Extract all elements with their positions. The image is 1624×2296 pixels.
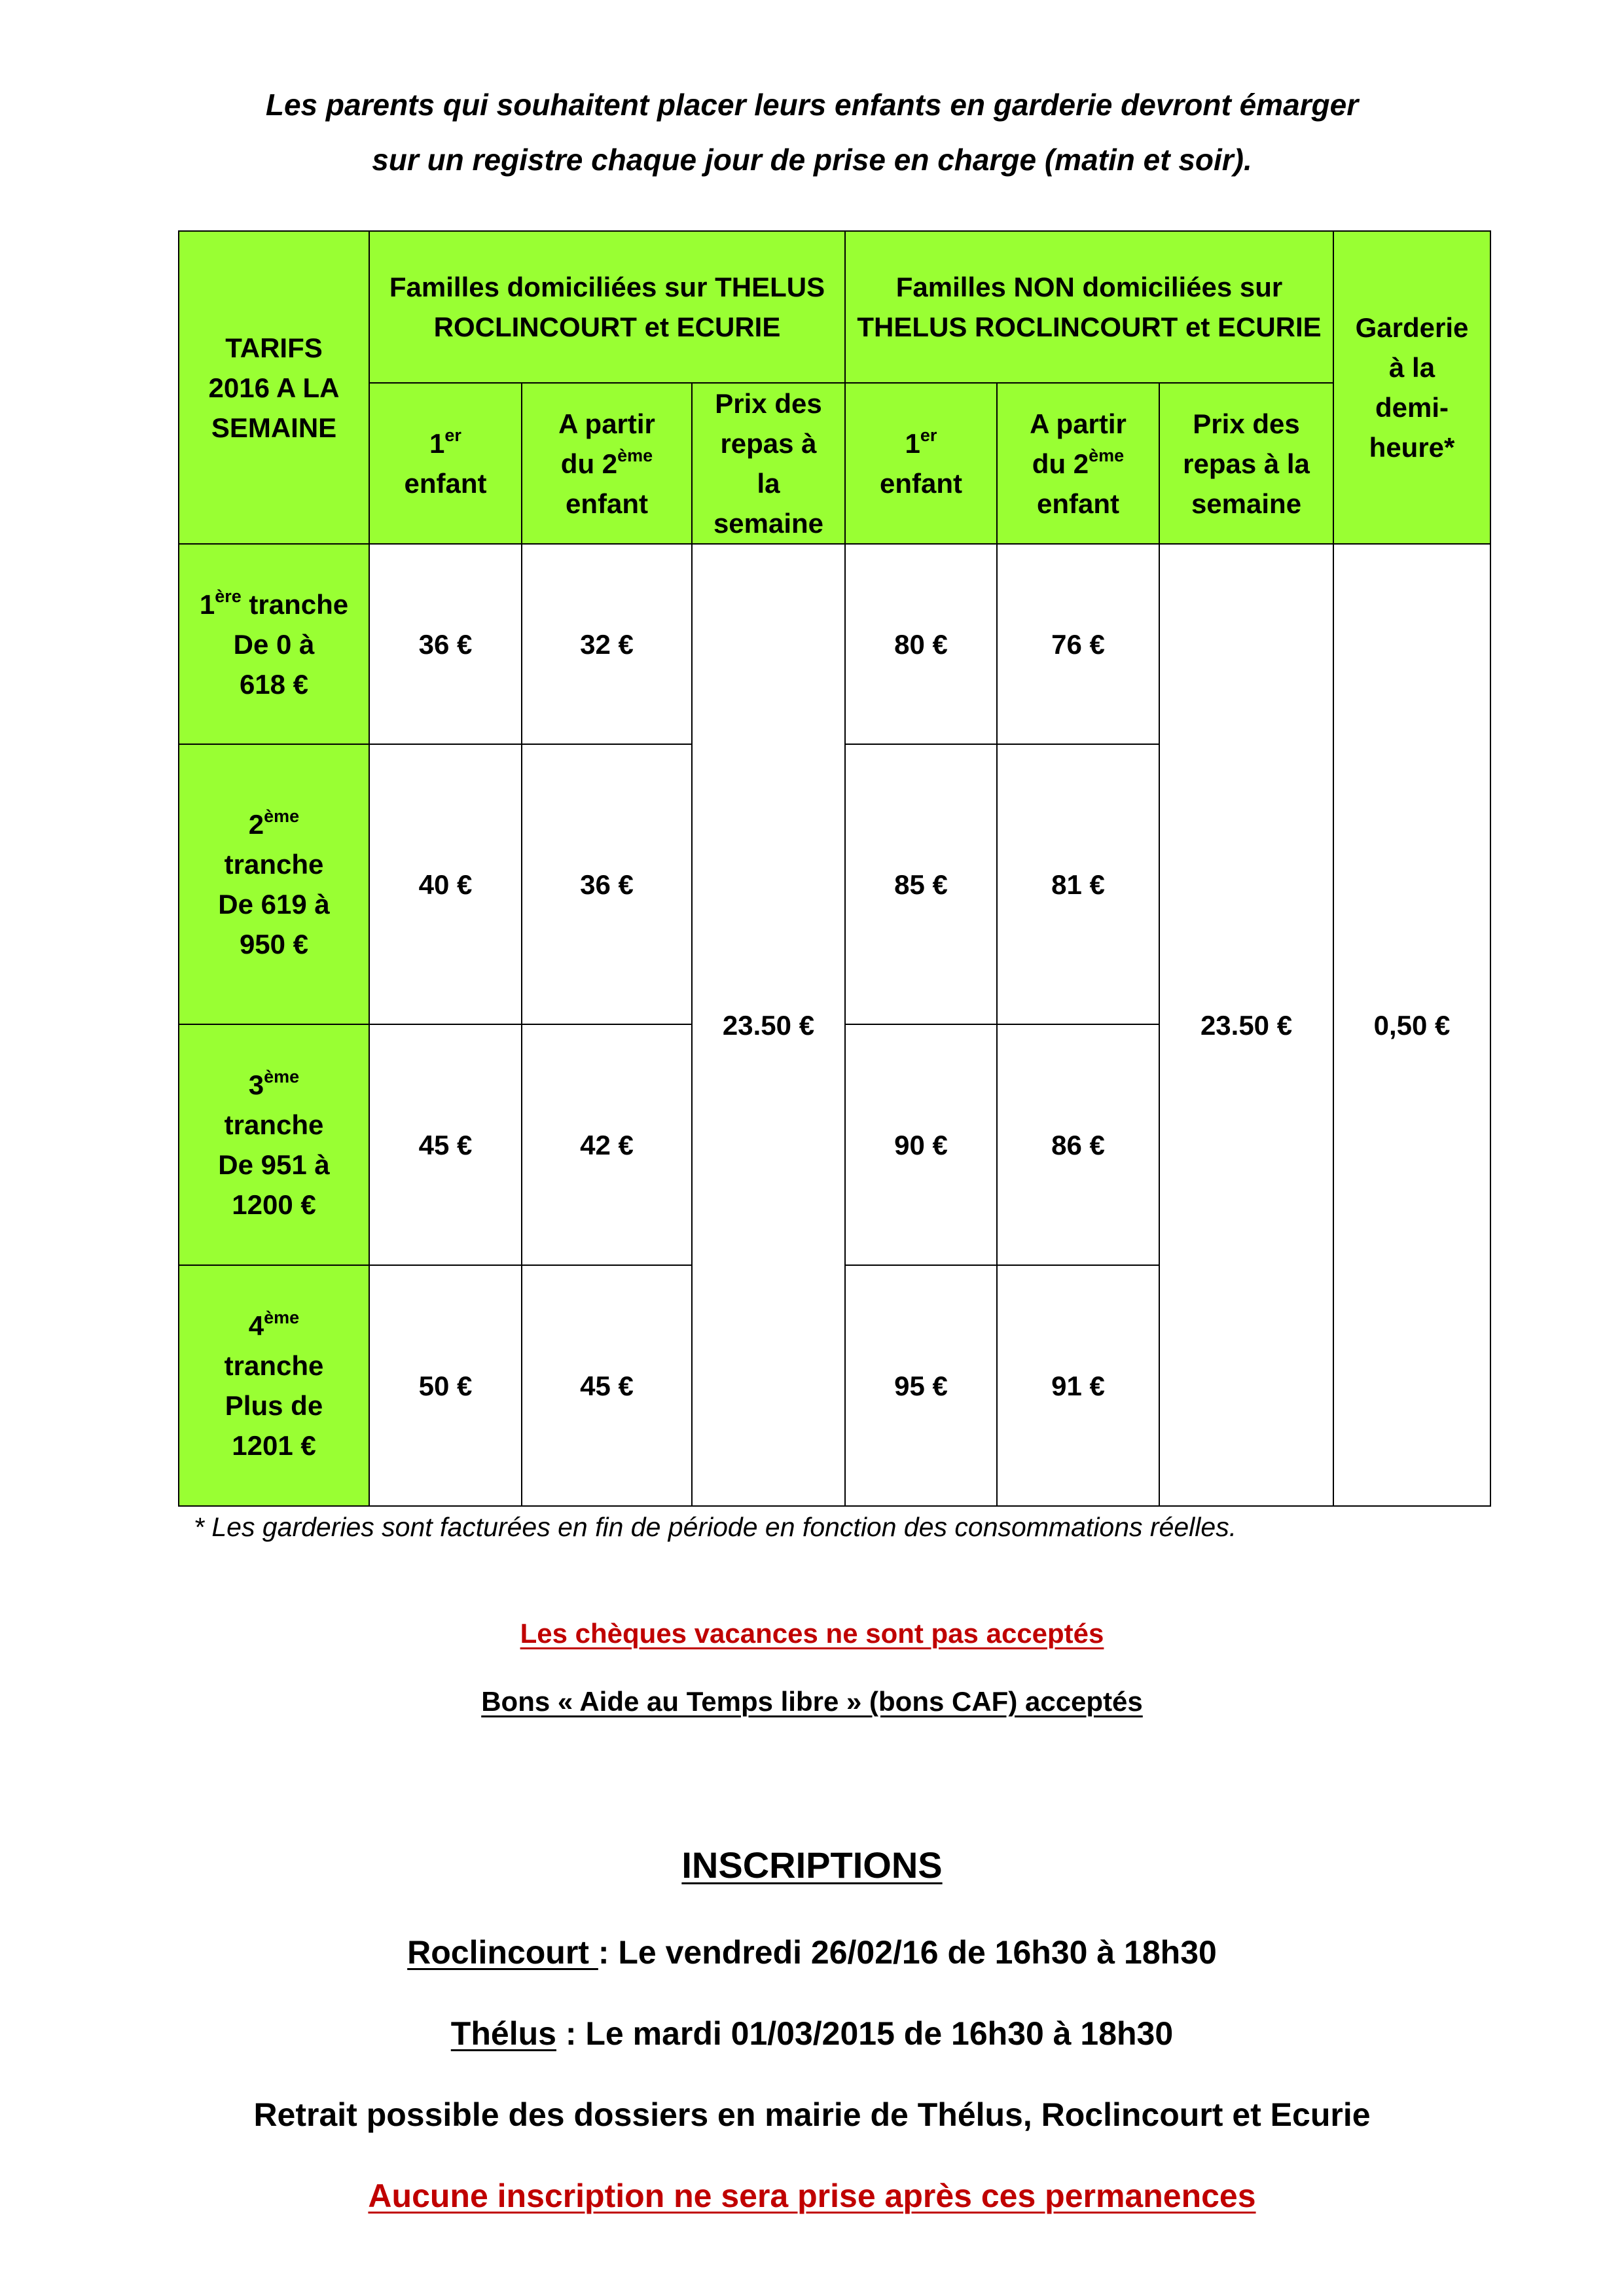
cheques-notice: Les chèques vacances ne sont pas acceptés: [520, 1618, 1104, 1649]
price-cell: 95 €: [845, 1265, 997, 1506]
tranche-label: 3ème tranche De 951 à 1200 €: [179, 1024, 369, 1265]
non-residents-group-header: Familles NON domiciliées sur THELUS ROCLINCOURT et ECURIE: [845, 231, 1333, 383]
residents-meal-price: 23.50 €: [692, 544, 845, 1506]
non-residents-meal-price: 23.50 €: [1159, 544, 1333, 1506]
price-cell: 85 €: [845, 744, 997, 1024]
thelus-schedule: Thélus : Le mardi 01/03/2015 de 16h30 à 18h30: [450, 2015, 1174, 2052]
non-residents-second-child-header: A partir du 2ème enfant: [997, 383, 1159, 544]
price-cell: 32 €: [522, 544, 692, 744]
roclincourt-schedule: Roclincourt : Le vendredi 26/02/16 de 16h30 à 18h30: [407, 1934, 1217, 1971]
inscriptions-title: INSCRIPTIONS: [681, 1844, 943, 1886]
bons-caf-notice: Bons « Aide au Temps libre » (bons CAF) acceptés: [481, 1686, 1143, 1717]
garderie-header: Garderie à la demi- heure*: [1333, 231, 1490, 544]
tariff-corner-header: TARIFS 2016 A LA SEMAINE: [179, 231, 369, 544]
tranche-label: 4ème tranche Plus de 1201 €: [179, 1265, 369, 1506]
roclincourt-place: Roclincourt: [407, 1934, 598, 1971]
warning-no-late-registration: Aucune inscription ne sera prise après ces permanences: [368, 2178, 1256, 2214]
price-cell: 36 €: [369, 544, 522, 744]
tariff-table: [178, 230, 1491, 1507]
price-cell: 50 €: [369, 1265, 522, 1506]
tranche-label: 1ère tranche De 0 à 618 €: [179, 544, 369, 744]
table-row: [179, 544, 1490, 744]
residents-meal-price-header: Prix des repas à la semaine: [692, 383, 845, 544]
price-cell: 45 €: [369, 1024, 522, 1265]
price-cell: 80 €: [845, 544, 997, 744]
garderie-footnote: * Les garderies sont facturées en fin de période en fonction des consommations réelles.: [194, 1512, 1237, 1542]
price-cell: 81 €: [997, 744, 1159, 1024]
residents-second-child-header: A partir du 2ème enfant: [522, 383, 692, 544]
price-cell: 40 €: [369, 744, 522, 1024]
garderie-price: 0,50 €: [1333, 544, 1490, 1506]
thelus-place: Thélus: [450, 2015, 556, 2052]
price-cell: 86 €: [997, 1024, 1159, 1265]
intro-line-2: sur un registre chaque jour de prise en charge (matin et soir).: [372, 143, 1252, 177]
residents-first-child-header: 1er enfant: [369, 383, 522, 544]
price-cell: 76 €: [997, 544, 1159, 744]
retrait-dossiers: Retrait possible des dossiers en mairie de Thélus, Roclincourt et Ecurie: [253, 2096, 1371, 2133]
price-cell: 90 €: [845, 1024, 997, 1265]
price-cell: 45 €: [522, 1265, 692, 1506]
non-residents-meal-price-header: Prix des repas à la semaine: [1159, 383, 1333, 544]
intro-text: [0, 77, 1624, 187]
intro-line-1: Les parents qui souhaitent placer leurs enfants en garderie devront émarger: [265, 88, 1359, 122]
non-residents-first-child-header: 1er enfant: [845, 383, 997, 544]
tranche-label: 2ème tranche De 619 à 950 €: [179, 744, 369, 1024]
price-cell: 36 €: [522, 744, 692, 1024]
price-cell: 42 €: [522, 1024, 692, 1265]
residents-group-header: Familles domiciliées sur THELUS ROCLINCOURT et ECURIE: [369, 231, 845, 383]
price-cell: 91 €: [997, 1265, 1159, 1506]
